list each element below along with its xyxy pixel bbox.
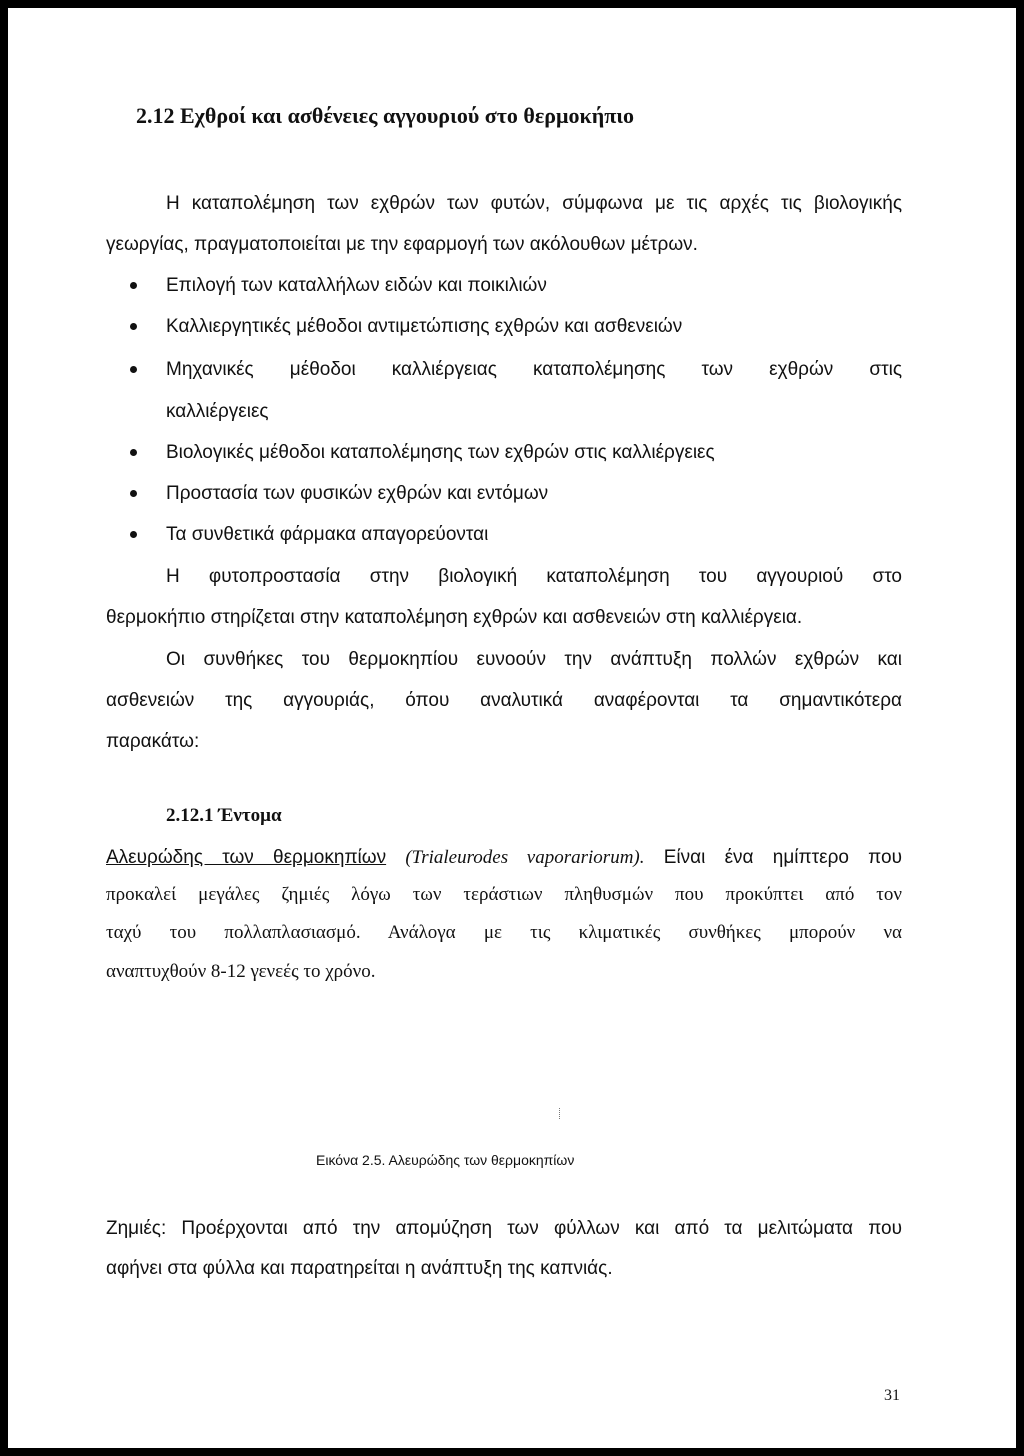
- subsection-heading: 2.12.1 Έντομα: [166, 805, 282, 826]
- bullet-item-2: Καλλιεργητικές μέθοδοι αντιμετώπισης εχθρών και ασθενειών: [166, 316, 683, 337]
- intro-line-1: Η καταπολέμηση των εχθρών των φυτών, σύμφωνα με τις αρχές τις βιολογικής: [166, 193, 902, 214]
- bullet-item-3: Μηχανικές μέθοδοι καλλιέργειας καταπολέμησης των εχθρών στις: [166, 359, 902, 380]
- page-number: 31: [884, 1387, 900, 1404]
- bullet-dot-1: [130, 282, 137, 289]
- damage-line-1: Ζημιές: Προέρχονται από την απομύζηση των φύλλων και από τα μελιτώματα που: [106, 1218, 902, 1239]
- insect-line-1-rest: Είναι ένα ημίπτερο που: [644, 847, 902, 868]
- para2-line-2: θερμοκήπιο στηρίζεται στην καταπολέμηση εχθρών και ασθενειών στη καλλιέργεια.: [106, 607, 803, 628]
- bullet-dot-3: [130, 366, 137, 373]
- para2-line-1: Η φυτοπροστασία στην βιολογική καταπολέμηση του αγγουριού στο: [166, 566, 902, 587]
- bullet-item-4: Βιολογικές μέθοδοι καταπολέμησης των εχθρών στις καλλιέργειες: [166, 442, 715, 463]
- para3-line-2: ασθενειών της αγγουριάς, όπου αναλυτικά αναφέρονται τα σημαντικότερα: [106, 690, 902, 711]
- section-heading: 2.12 Εχθροί και ασθένειες αγγουριού στο θερμοκήπιο: [136, 103, 635, 128]
- intro-line-2: γεωργίας, πραγματοποιείται με την εφαρμογή των ακόλουθων μέτρων.: [106, 234, 698, 255]
- bullet-dot-2: [130, 323, 137, 330]
- para3-line-1: Οι συνθήκες του θερμοκηπίου ευνοούν την ανάπτυξη πολλών εχθρών και: [166, 649, 902, 670]
- bullet-dot-6: [130, 531, 137, 538]
- bullet-item-1: Επιλογή των καταλλήλων ειδών και ποικιλιών: [166, 275, 547, 296]
- insect-line-3: ταχύ του πολλαπλασιασμό. Ανάλογα με τις κλιματικές συνθήκες μπορούν να: [106, 922, 902, 943]
- bullet-dot-4: [130, 449, 137, 456]
- figure-caption: Εικόνα 2.5. Αλευρώδης των θερμοκηπίων: [316, 1152, 575, 1168]
- bullet-item-6: Τα συνθετικά φάρμακα απαγορεύονται: [166, 524, 489, 545]
- insect-line-1: [106, 846, 902, 870]
- figure-placeholder-mark: [559, 1108, 561, 1119]
- bullet-dot-5: [130, 490, 137, 497]
- document-page: [8, 8, 1016, 1448]
- insect-name: Αλευρώδης των θερμοκηπίων: [106, 847, 387, 868]
- damage-line-2: αφήνει στα φύλλα και παρατηρείται η ανάπτυξη της καπνιάς.: [106, 1258, 613, 1279]
- insect-line-2: προκαλεί μεγάλες ζημιές λόγω των τεράστιων πληθυσμών που προκύπτει από τον: [106, 884, 902, 905]
- insect-line-4: αναπτυχθούν 8-12 γενεές το χρόνο.: [106, 961, 376, 982]
- para3-line-3: παρακάτω:: [106, 731, 200, 752]
- bullet-item-3-continued: καλλιέργειες: [166, 401, 269, 422]
- insect-latin-name: (Trialeurodes vaporariorum).: [405, 847, 645, 868]
- bullet-item-5: Προστασία των φυσικών εχθρών και εντόμων: [166, 483, 549, 504]
